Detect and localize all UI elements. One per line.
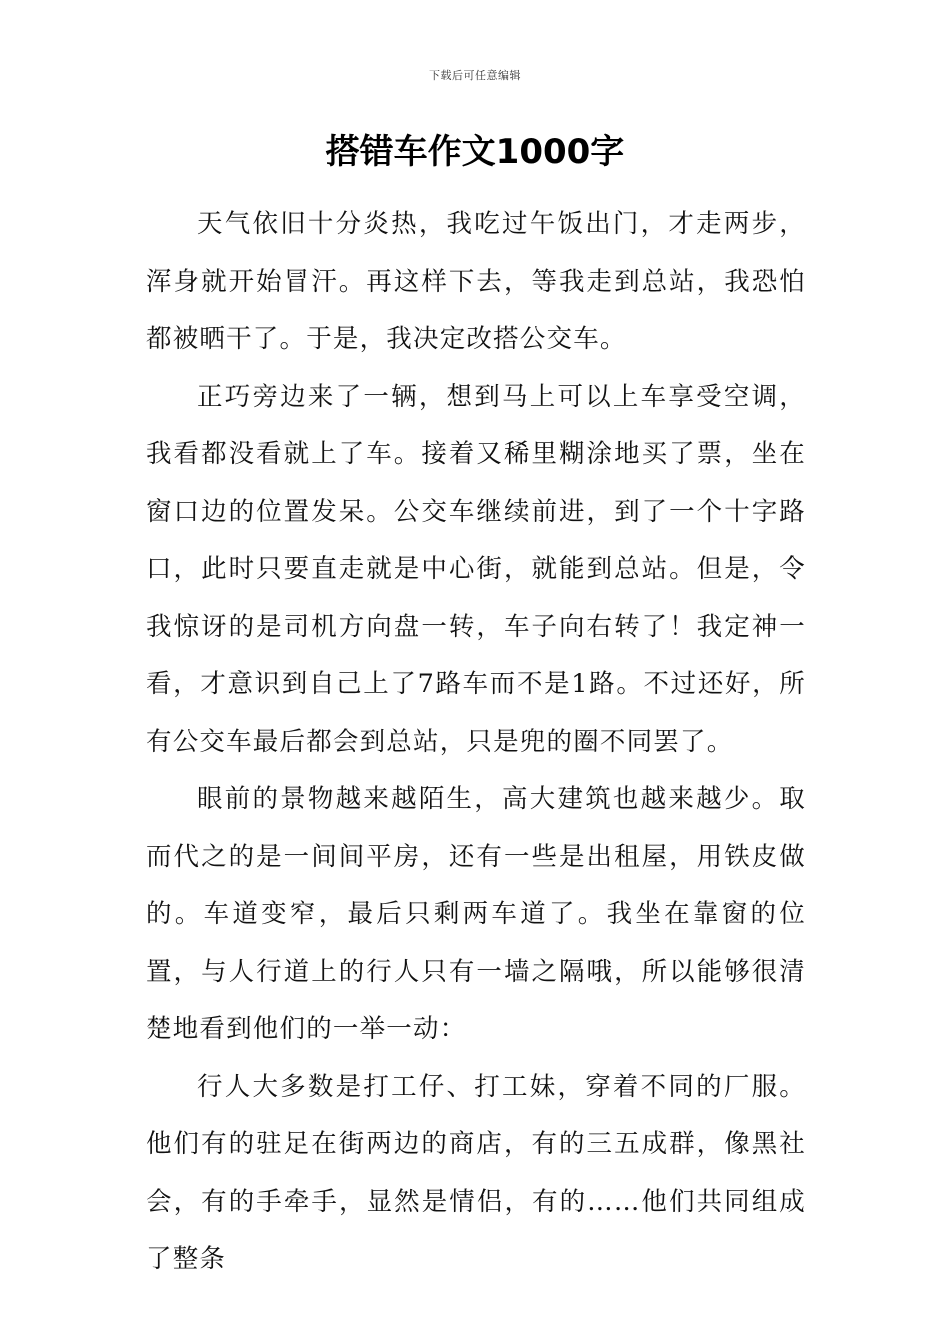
- header-note: 下载后可任意编辑: [429, 69, 521, 82]
- paragraph-3: 眼前的景物越来越陌生，高大建筑也越来越少。取而代之的是一间间平房，还有一些是出租屋，用铁皮做的。车道变窄，最后只剩两车道了。我坐在靠窗的位置，与人行道上的行人只有一墙之隔哦，所以能够很清楚地看到他们的一举一动：: [146, 784, 806, 1044]
- paragraph-4: 行人大多数是打工仔、打工妹，穿着不同的厂服。他们有的驻足在街两边的商店，有的三五成群，像黑社会，有的手牵手，显然是情侣，有的……他们共同组成了整条: [146, 1071, 806, 1274]
- paragraph-2: 正巧旁边来了一辆，想到马上可以上车享受空调，我看都没看就上了车。接着又稀里糊涂地买了票，坐在窗口边的位置发呆。公交车继续前进，到了一个十字路口，此时只要直走就是中心街，就能到总站。但是，令我惊讶的是司机方向盘一转，车子向右转了！我定神一看，才意识到自己上了7路车而不是1路。不过还好，所有公交车最后都会到总站，只是兜的圈不同罢了。: [146, 381, 806, 757]
- document-title: 搭错车作文1000字: [325, 132, 625, 172]
- paragraph-1: 天气依旧十分炎热，我吃过午饭出门，才走两步，浑身就开始冒汗。再这样下去，等我走到总站，我恐怕都被晒干了。于是，我决定改搭公交车。: [146, 209, 806, 354]
- article-body: [146, 196, 806, 1289]
